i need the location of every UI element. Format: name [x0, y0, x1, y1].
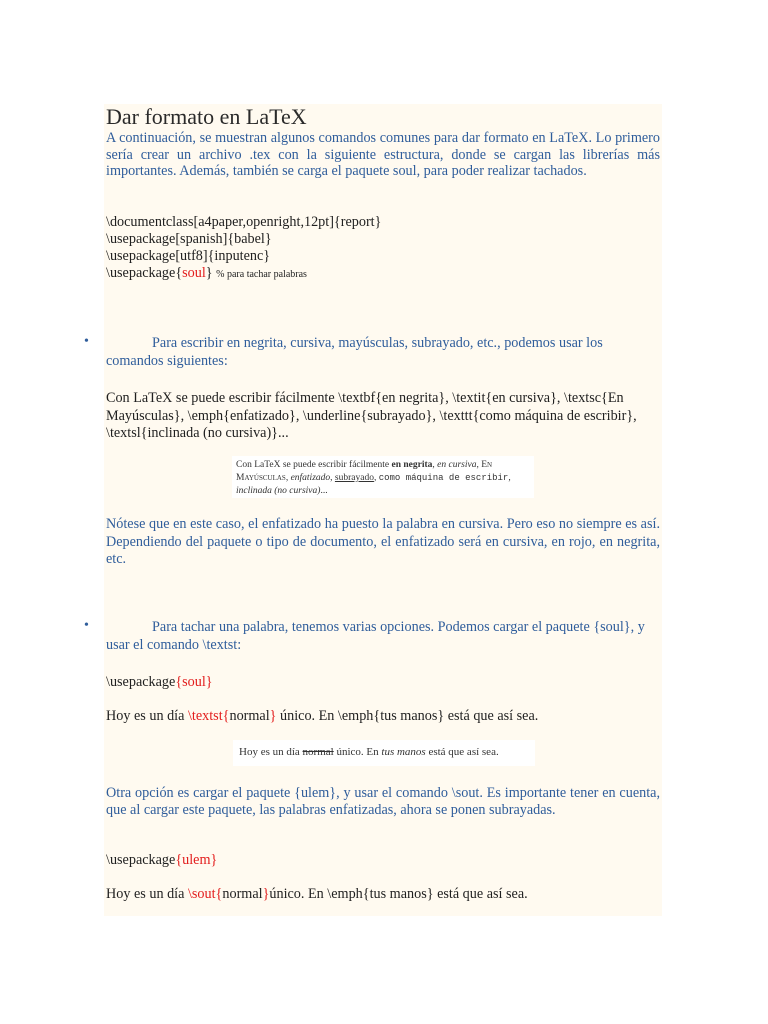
preamble-line-inputenc: \usepackage[utf8]{inputenc} — [106, 248, 271, 264]
intro-paragraph: A continuación, se muestran algunos comandos comunes para dar formato en LaTeX. Lo primero sería crear un archivo .tex con la siguiente estructura, donde se cargan las librerías más importantes. Además, también se carga el paquete soul, para poder realizar tachados. — [106, 130, 660, 179]
usepackage-package-soul: {soul} — [175, 674, 213, 690]
example2-text-prefix: Hoy es un día — [106, 886, 188, 902]
textst-example-line — [106, 708, 538, 725]
preamble-soul-comment: % para tachar palabras — [216, 269, 307, 280]
bullet-text-strikethrough-content: Para tachar una palabra, tenemos varias opciones. Podemos cargar el paquete {soul}, y usar el comando \textst: — [106, 619, 645, 653]
preamble-soul-suffix: } — [205, 265, 213, 281]
figure-text-comma: , — [476, 460, 479, 470]
figure-text-comma: , — [373, 473, 377, 483]
example2-command-close: } — [262, 886, 270, 902]
example2-word: normal — [222, 886, 263, 902]
figure-text-comma: , — [432, 460, 435, 470]
bullet-marker-1: • — [84, 334, 89, 349]
usepackage-command: \usepackage — [106, 674, 176, 690]
preamble-soul-package: soul — [182, 265, 206, 281]
usepackage-soul-line — [106, 674, 213, 691]
figure-text-emph: enfatizado — [290, 473, 331, 483]
figure2-text-italic: tus manos — [381, 746, 426, 758]
example-command-close: } — [269, 708, 277, 724]
figure2-text-before: Hoy es un día — [239, 746, 300, 758]
figure-text-underline: subrayado — [334, 473, 374, 483]
figure-text-italic: en cursiva — [437, 460, 477, 470]
figure-text-ellipsis: ... — [320, 486, 328, 496]
figure2-text-struck: normal — [302, 746, 334, 758]
bullet-text-formatting-content: Para escribir en negrita, cursiva, mayúsculas, subrayado, etc., podemos usar los comandos siguientes: — [106, 335, 603, 369]
emphasis-note: Nótese que en este caso, el enfatizado ha puesto la palabra en cursiva. Pero eso no siempre es así. Dependiendo del paquete o tipo de documento, el enfatizado será en cursiva, en rojo, en negrita, etc. — [106, 516, 660, 567]
figure-text-comma: , — [508, 473, 511, 483]
bullet-marker-2: • — [84, 618, 89, 633]
usepackage-command: \usepackage — [106, 852, 176, 868]
preamble-line-soul — [106, 265, 307, 284]
preamble-line-documentclass: \documentclass[a4paper,openright,12pt]{report} — [106, 214, 382, 230]
figure-text-comma: , — [330, 473, 333, 483]
example2-command-sout: \sout{ — [187, 886, 223, 902]
figure-text-intro: Con LaTeX se puede escribir fácilmente — [236, 460, 390, 470]
formatting-example-code: Con LaTeX se puede escribir fácilmente \textbf{en negrita}, \textit{en cursiva}, \textsc{En Mayúsculas}, \emph{enfatizado}, \underline{subrayado}, \texttt{como máquina de escribir}, \textsl{inclinada (no cursiva)}... — [106, 390, 637, 441]
example2-text-suffix: único. En \emph{tus manos} está que así sea. — [269, 886, 528, 902]
example-word: normal — [229, 708, 270, 724]
example-text-suffix: único. En \emph{tus manos} está que así sea. — [276, 708, 539, 724]
formatting-example-figure — [232, 456, 534, 498]
strikethrough-example-figure — [233, 740, 535, 766]
sout-example-line — [106, 886, 528, 903]
page-title: Dar formato en LaTeX — [106, 104, 307, 129]
figure-text-bold: en negrita — [391, 460, 433, 470]
figure-text-smallcaps: En Mayúsculas — [236, 460, 493, 483]
bullet-text-formatting — [106, 334, 660, 370]
usepackage-ulem-line — [106, 852, 217, 869]
example-command-textst: \textst{ — [187, 708, 230, 724]
figure-text-comma: , — [285, 473, 289, 483]
ulem-note: Otra opción es cargar el paquete {ulem}, y usar el comando \sout. Es importante tener en cuenta, que al cargar este paquete, las palabras enfatizadas, ahora se ponen subrayadas. — [106, 785, 660, 818]
preamble-line-babel: \usepackage[spanish]{babel} — [106, 231, 272, 247]
figure2-text-after: está que así sea. — [428, 746, 499, 758]
figure2-text-middle: único. En — [336, 746, 379, 758]
figure-text-typewriter: como máquina de escribir — [378, 473, 509, 483]
figure-text-slanted: inclinada (no cursiva) — [236, 486, 321, 496]
bullet-text-strikethrough — [106, 618, 660, 654]
example-text-prefix: Hoy es un día — [106, 708, 188, 724]
usepackage-package-ulem: {ulem} — [175, 852, 218, 868]
preamble-soul-prefix: \usepackage{ — [106, 265, 183, 281]
